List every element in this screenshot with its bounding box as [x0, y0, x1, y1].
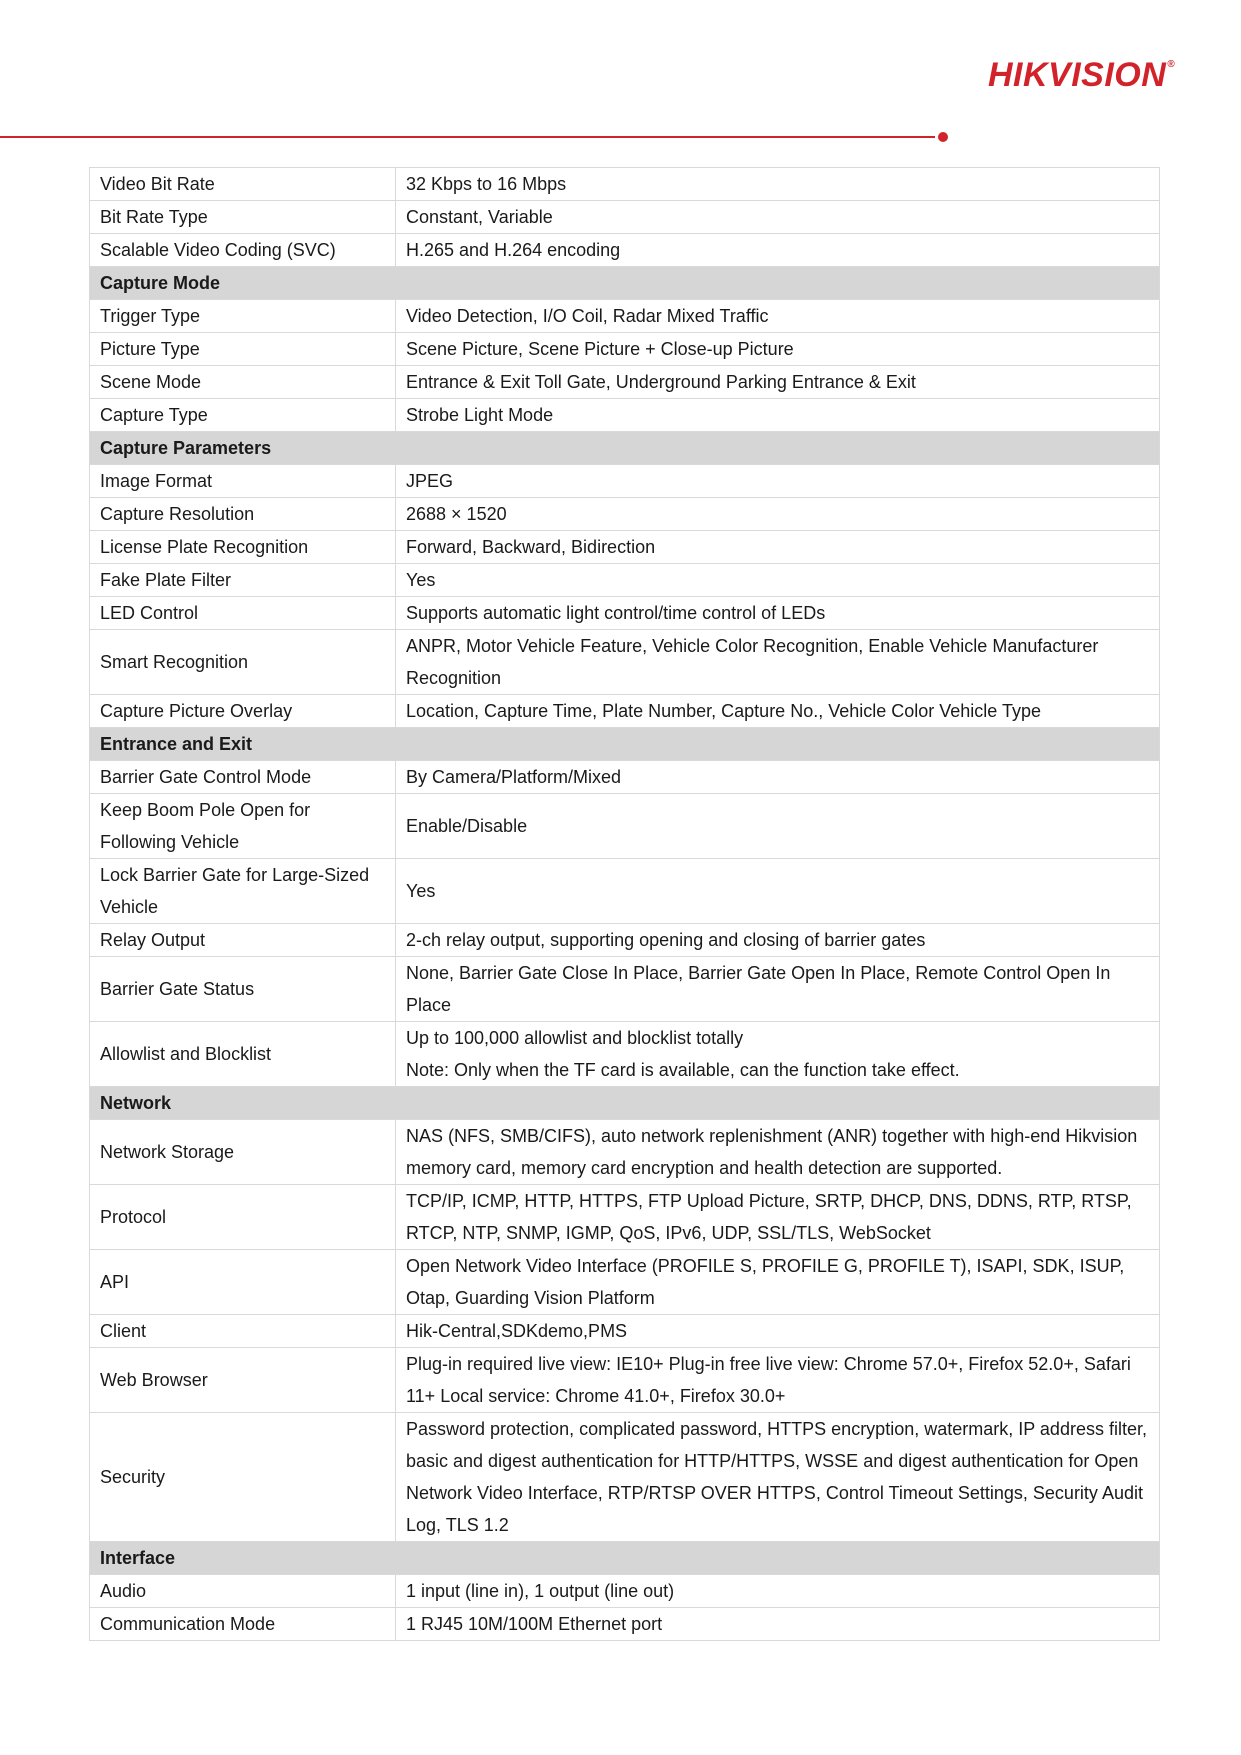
spec-value — [396, 465, 1160, 498]
spec-label: Lock Barrier Gate for Large-Sized Vehicle — [90, 859, 396, 924]
spec-row — [90, 1250, 1160, 1315]
spec-value — [396, 531, 1160, 564]
spec-row — [90, 1348, 1160, 1413]
spec-row — [90, 859, 1160, 924]
spec-value — [396, 1413, 1160, 1542]
spec-value — [396, 1120, 1160, 1185]
spec-value-line: Up to 100,000 allowlist and blocklist totally — [406, 1028, 744, 1048]
section-title: Capture Mode — [90, 267, 1160, 300]
spec-label: Smart Recognition — [90, 630, 396, 695]
spec-value — [396, 300, 1160, 333]
section-title: Entrance and Exit — [90, 728, 1160, 761]
spec-value-line: Hik-Central,SDKdemo,PMS — [406, 1321, 628, 1341]
section-header-row — [90, 432, 1160, 465]
spec-value — [396, 564, 1160, 597]
spec-value — [396, 1022, 1160, 1087]
spec-value-line: 1 RJ45 10M/100M Ethernet port — [406, 1614, 663, 1634]
spec-value — [396, 333, 1160, 366]
spec-value-line: Video Detection, I/O Coil, Radar Mixed Traffic — [406, 306, 769, 326]
spec-table — [89, 167, 1160, 1641]
spec-value — [396, 761, 1160, 794]
header-divider-dot — [938, 132, 948, 142]
spec-label: Protocol — [90, 1185, 396, 1250]
spec-row — [90, 794, 1160, 859]
spec-value — [396, 859, 1160, 924]
spec-row — [90, 465, 1160, 498]
spec-label: Image Format — [90, 465, 396, 498]
spec-row — [90, 531, 1160, 564]
spec-value-line: 1 input (line in), 1 output (line out) — [406, 1581, 675, 1601]
spec-value — [396, 924, 1160, 957]
spec-value-line: Password protection, complicated password, HTTPS encryption, watermark, IP address filter, basic and digest authentication for HTTP/HTTPS, WSSE and digest authentication for Open Network Video Interface, RTP/RTSP OVER HTTPS, Control Timeout Settings, Security Audit Log, TLS 1.2 — [406, 1419, 1147, 1535]
spec-row — [90, 366, 1160, 399]
spec-label: Keep Boom Pole Open for Following Vehicle — [90, 794, 396, 859]
spec-label: Trigger Type — [90, 300, 396, 333]
spec-value-line: Strobe Light Mode — [406, 405, 554, 425]
spec-value — [396, 695, 1160, 728]
section-header-row — [90, 1087, 1160, 1120]
spec-value-line: Supports automatic light control/time control of LEDs — [406, 603, 826, 623]
spec-label: Capture Type — [90, 399, 396, 432]
spec-value — [396, 366, 1160, 399]
spec-row — [90, 564, 1160, 597]
spec-value-line: H.265 and H.264 encoding — [406, 240, 621, 260]
spec-row — [90, 1185, 1160, 1250]
spec-row — [90, 333, 1160, 366]
spec-value — [396, 597, 1160, 630]
spec-label: Barrier Gate Status — [90, 957, 396, 1022]
spec-label: Allowlist and Blocklist — [90, 1022, 396, 1087]
section-title: Interface — [90, 1542, 1160, 1575]
spec-label: Web Browser — [90, 1348, 396, 1413]
spec-value-line: Location, Capture Time, Plate Number, Capture No., Vehicle Color Vehicle Type — [406, 701, 1042, 721]
spec-value-line: Plug-in required live view: IE10+ Plug-in free live view: Chrome 57.0+, Firefox 52.0+, Safari 11+ Local service: Chrome 41.0+, Firefox 30.0+ — [406, 1354, 1131, 1406]
spec-row — [90, 1022, 1160, 1087]
spec-value-line: Scene Picture, Scene Picture + Close-up Picture — [406, 339, 794, 359]
spec-value-line: Open Network Video Interface (PROFILE S, PROFILE G, PROFILE T), ISAPI, SDK, ISUP, Otap, Guarding Vision Platform — [406, 1256, 1125, 1308]
spec-row — [90, 234, 1160, 267]
spec-value-line: Yes — [406, 881, 436, 901]
spec-label: Audio — [90, 1575, 396, 1608]
spec-row — [90, 498, 1160, 531]
spec-row — [90, 695, 1160, 728]
spec-label: LED Control — [90, 597, 396, 630]
spec-row — [90, 1120, 1160, 1185]
header-divider-line — [0, 136, 935, 138]
hikvision-logo: HIKVISION® — [988, 56, 1176, 94]
spec-row — [90, 1315, 1160, 1348]
spec-row — [90, 399, 1160, 432]
section-header-row — [90, 728, 1160, 761]
spec-label: License Plate Recognition — [90, 531, 396, 564]
spec-value — [396, 1315, 1160, 1348]
spec-value — [396, 1575, 1160, 1608]
spec-value-line: None, Barrier Gate Close In Place, Barrier Gate Open In Place, Remote Control Open In Place — [406, 963, 1111, 1015]
spec-value-line: By Camera/Platform/Mixed — [406, 767, 622, 787]
spec-value-line: 2688 × 1520 — [406, 504, 507, 524]
spec-value — [396, 234, 1160, 267]
spec-value — [396, 1608, 1160, 1641]
spec-label: Capture Picture Overlay — [90, 695, 396, 728]
spec-row — [90, 1413, 1160, 1542]
spec-value-line: Yes — [406, 570, 436, 590]
section-header-row — [90, 267, 1160, 300]
spec-label: Network Storage — [90, 1120, 396, 1185]
spec-label: Picture Type — [90, 333, 396, 366]
spec-row — [90, 168, 1160, 201]
spec-value — [396, 1185, 1160, 1250]
section-title: Network — [90, 1087, 1160, 1120]
spec-label: Security — [90, 1413, 396, 1542]
registered-mark: ® — [1167, 59, 1176, 70]
spec-value — [396, 630, 1160, 695]
spec-label: Communication Mode — [90, 1608, 396, 1641]
spec-label: Bit Rate Type — [90, 201, 396, 234]
spec-label: API — [90, 1250, 396, 1315]
spec-row — [90, 1575, 1160, 1608]
spec-row — [90, 597, 1160, 630]
spec-label: Video Bit Rate — [90, 168, 396, 201]
spec-value — [396, 498, 1160, 531]
spec-value-line: Note: Only when the TF card is available, can the function take effect. — [406, 1060, 960, 1080]
spec-row — [90, 1608, 1160, 1641]
spec-label: Capture Resolution — [90, 498, 396, 531]
spec-label: Client — [90, 1315, 396, 1348]
spec-label: Fake Plate Filter — [90, 564, 396, 597]
spec-value — [396, 957, 1160, 1022]
spec-value — [396, 1348, 1160, 1413]
spec-row — [90, 957, 1160, 1022]
spec-row — [90, 924, 1160, 957]
spec-value-line: TCP/IP, ICMP, HTTP, HTTPS, FTP Upload Picture, SRTP, DHCP, DNS, DDNS, RTP, RTSP, RTCP, NTP, SNMP, IGMP, QoS, IPv6, UDP, SSL/TLS, WebSocket — [406, 1191, 1132, 1243]
spec-value-line: Constant, Variable — [406, 207, 553, 227]
spec-row — [90, 761, 1160, 794]
spec-row — [90, 201, 1160, 234]
spec-value — [396, 399, 1160, 432]
spec-value-line: 2-ch relay output, supporting opening and closing of barrier gates — [406, 930, 926, 950]
spec-label: Scalable Video Coding (SVC) — [90, 234, 396, 267]
spec-value-line: Forward, Backward, Bidirection — [406, 537, 656, 557]
spec-value — [396, 168, 1160, 201]
spec-label: Relay Output — [90, 924, 396, 957]
spec-value-line: Enable/Disable — [406, 816, 528, 836]
spec-value-line: NAS (NFS, SMB/CIFS), auto network replenishment (ANR) together with high-end Hikvision memory card, memory card encryption and health detection are supported. — [406, 1126, 1138, 1178]
spec-value — [396, 794, 1160, 859]
spec-value-line: Entrance & Exit Toll Gate, Underground Parking Entrance & Exit — [406, 372, 916, 392]
spec-value — [396, 201, 1160, 234]
spec-row — [90, 630, 1160, 695]
spec-value-line: 32 Kbps to 16 Mbps — [406, 174, 567, 194]
spec-value — [396, 1250, 1160, 1315]
spec-label: Barrier Gate Control Mode — [90, 761, 396, 794]
spec-row — [90, 300, 1160, 333]
spec-label: Scene Mode — [90, 366, 396, 399]
section-title: Capture Parameters — [90, 432, 1160, 465]
spec-value-line: JPEG — [406, 471, 454, 491]
section-header-row — [90, 1542, 1160, 1575]
spec-value-line: ANPR, Motor Vehicle Feature, Vehicle Color Recognition, Enable Vehicle Manufacturer Recognition — [406, 636, 1099, 688]
